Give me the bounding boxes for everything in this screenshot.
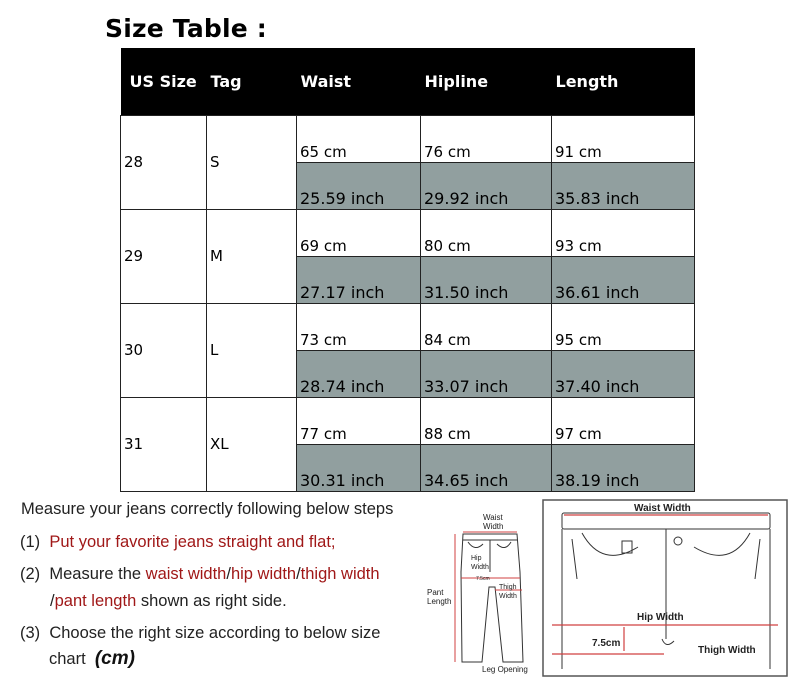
us-size-cell: 31 — [121, 398, 207, 492]
label-hip: Hip — [471, 555, 482, 562]
header-length: Length — [552, 48, 695, 116]
us-size-cell: 28 — [121, 116, 207, 210]
waist-cm-cell: 77 cm — [297, 398, 421, 445]
waist-inch-cell: 27.17 inch — [297, 257, 421, 304]
step-1-number: (1) — [20, 533, 41, 551]
header-tag: Tag — [207, 48, 297, 116]
closeup-label-waist: Waist Width — [634, 503, 691, 514]
instructions-intro: Measure your jeans correctly following below steps — [21, 500, 394, 518]
table-row — [121, 398, 695, 445]
length-inch-cell: 38.19 inch — [552, 445, 695, 492]
closeup-label-hip: Hip Width — [637, 612, 684, 623]
step-2 — [20, 565, 380, 584]
waist-inch-cell: 28.74 inch — [297, 351, 421, 398]
step-3-unit: (cm) — [94, 648, 135, 669]
header-hipline: Hipline — [421, 48, 552, 116]
waist-cm-cell: 69 cm — [297, 210, 421, 257]
hip-inch-cell: 29.92 inch — [421, 163, 552, 210]
step-3-chart: chart — [49, 650, 86, 668]
waist-cm-cell: 73 cm — [297, 304, 421, 351]
hip-inch-cell: 31.50 inch — [421, 257, 552, 304]
table-row — [121, 116, 695, 163]
hip-cm-cell: 76 cm — [421, 116, 552, 163]
label-mark: 7.5cm — [476, 576, 490, 582]
label-thigh: Thigh — [499, 584, 517, 591]
length-cm-cell: 97 cm — [552, 398, 695, 445]
step-2-cont — [50, 592, 287, 611]
label-waist: Waist — [483, 513, 503, 522]
closeup-label-mark: 7.5cm — [592, 638, 621, 649]
length-cm-cell: 93 cm — [552, 210, 695, 257]
label-length: Length — [427, 597, 452, 606]
length-inch-cell: 36.61 inch — [552, 257, 695, 304]
waist-inch-cell: 30.31 inch — [297, 445, 421, 492]
step-2-slash: / — [50, 592, 55, 610]
step-2-slash: / — [296, 565, 301, 583]
step-2-thigh: thigh width — [300, 565, 380, 583]
length-cm-cell: 95 cm — [552, 304, 695, 351]
hip-cm-cell: 88 cm — [421, 398, 552, 445]
table-row — [121, 210, 695, 257]
length-inch-cell: 37.40 inch — [552, 351, 695, 398]
size-table — [120, 48, 695, 492]
length-inch-cell: 35.83 inch — [552, 163, 695, 210]
us-size-cell: 30 — [121, 304, 207, 398]
label-hip-width: Width — [471, 564, 489, 571]
tag-cell: M — [207, 210, 297, 304]
label-thigh-width: Width — [499, 593, 517, 600]
step-1 — [20, 533, 336, 552]
step-2-slash: / — [226, 565, 231, 583]
hip-cm-cell: 80 cm — [421, 210, 552, 257]
tag-cell: L — [207, 304, 297, 398]
tag-cell: XL — [207, 398, 297, 492]
jeans-closeup-diagram — [542, 499, 788, 677]
step-3-number: (3) — [20, 624, 41, 642]
step-2-hip: hip width — [230, 565, 297, 583]
closeup-label-thigh: Thigh Width — [698, 645, 756, 656]
page-title: Size Table : — [105, 14, 268, 43]
step-1-text: Put your favorite jeans straight and flat; — [49, 533, 336, 551]
step-2-waist: waist width — [145, 565, 227, 583]
length-cm-cell: 91 cm — [552, 116, 695, 163]
header-waist: Waist — [297, 48, 421, 116]
label-pant: Pant — [427, 588, 444, 597]
hip-inch-cell: 34.65 inch — [421, 445, 552, 492]
jeans-flat-diagram — [425, 512, 540, 677]
table-row — [121, 304, 695, 351]
waist-cm-cell: 65 cm — [297, 116, 421, 163]
table-header-row — [121, 48, 695, 116]
step-3-text: Choose the right size according to below size — [49, 624, 381, 642]
tag-cell: S — [207, 116, 297, 210]
waist-inch-cell: 25.59 inch — [297, 163, 421, 210]
step-2-text-a: Measure the — [49, 565, 142, 583]
hip-inch-cell: 33.07 inch — [421, 351, 552, 398]
header-us-size: US Size — [121, 48, 207, 116]
step-2-pant: pant length — [54, 592, 137, 610]
hip-cm-cell: 84 cm — [421, 304, 552, 351]
step-2-text-b: shown as right side. — [140, 592, 287, 610]
step-2-number: (2) — [20, 565, 41, 583]
step-3 — [20, 624, 380, 643]
step-3-cont — [49, 648, 135, 670]
label-width: Width — [483, 522, 504, 531]
us-size-cell: 29 — [121, 210, 207, 304]
label-leg-opening: Leg Opening — [482, 665, 528, 674]
